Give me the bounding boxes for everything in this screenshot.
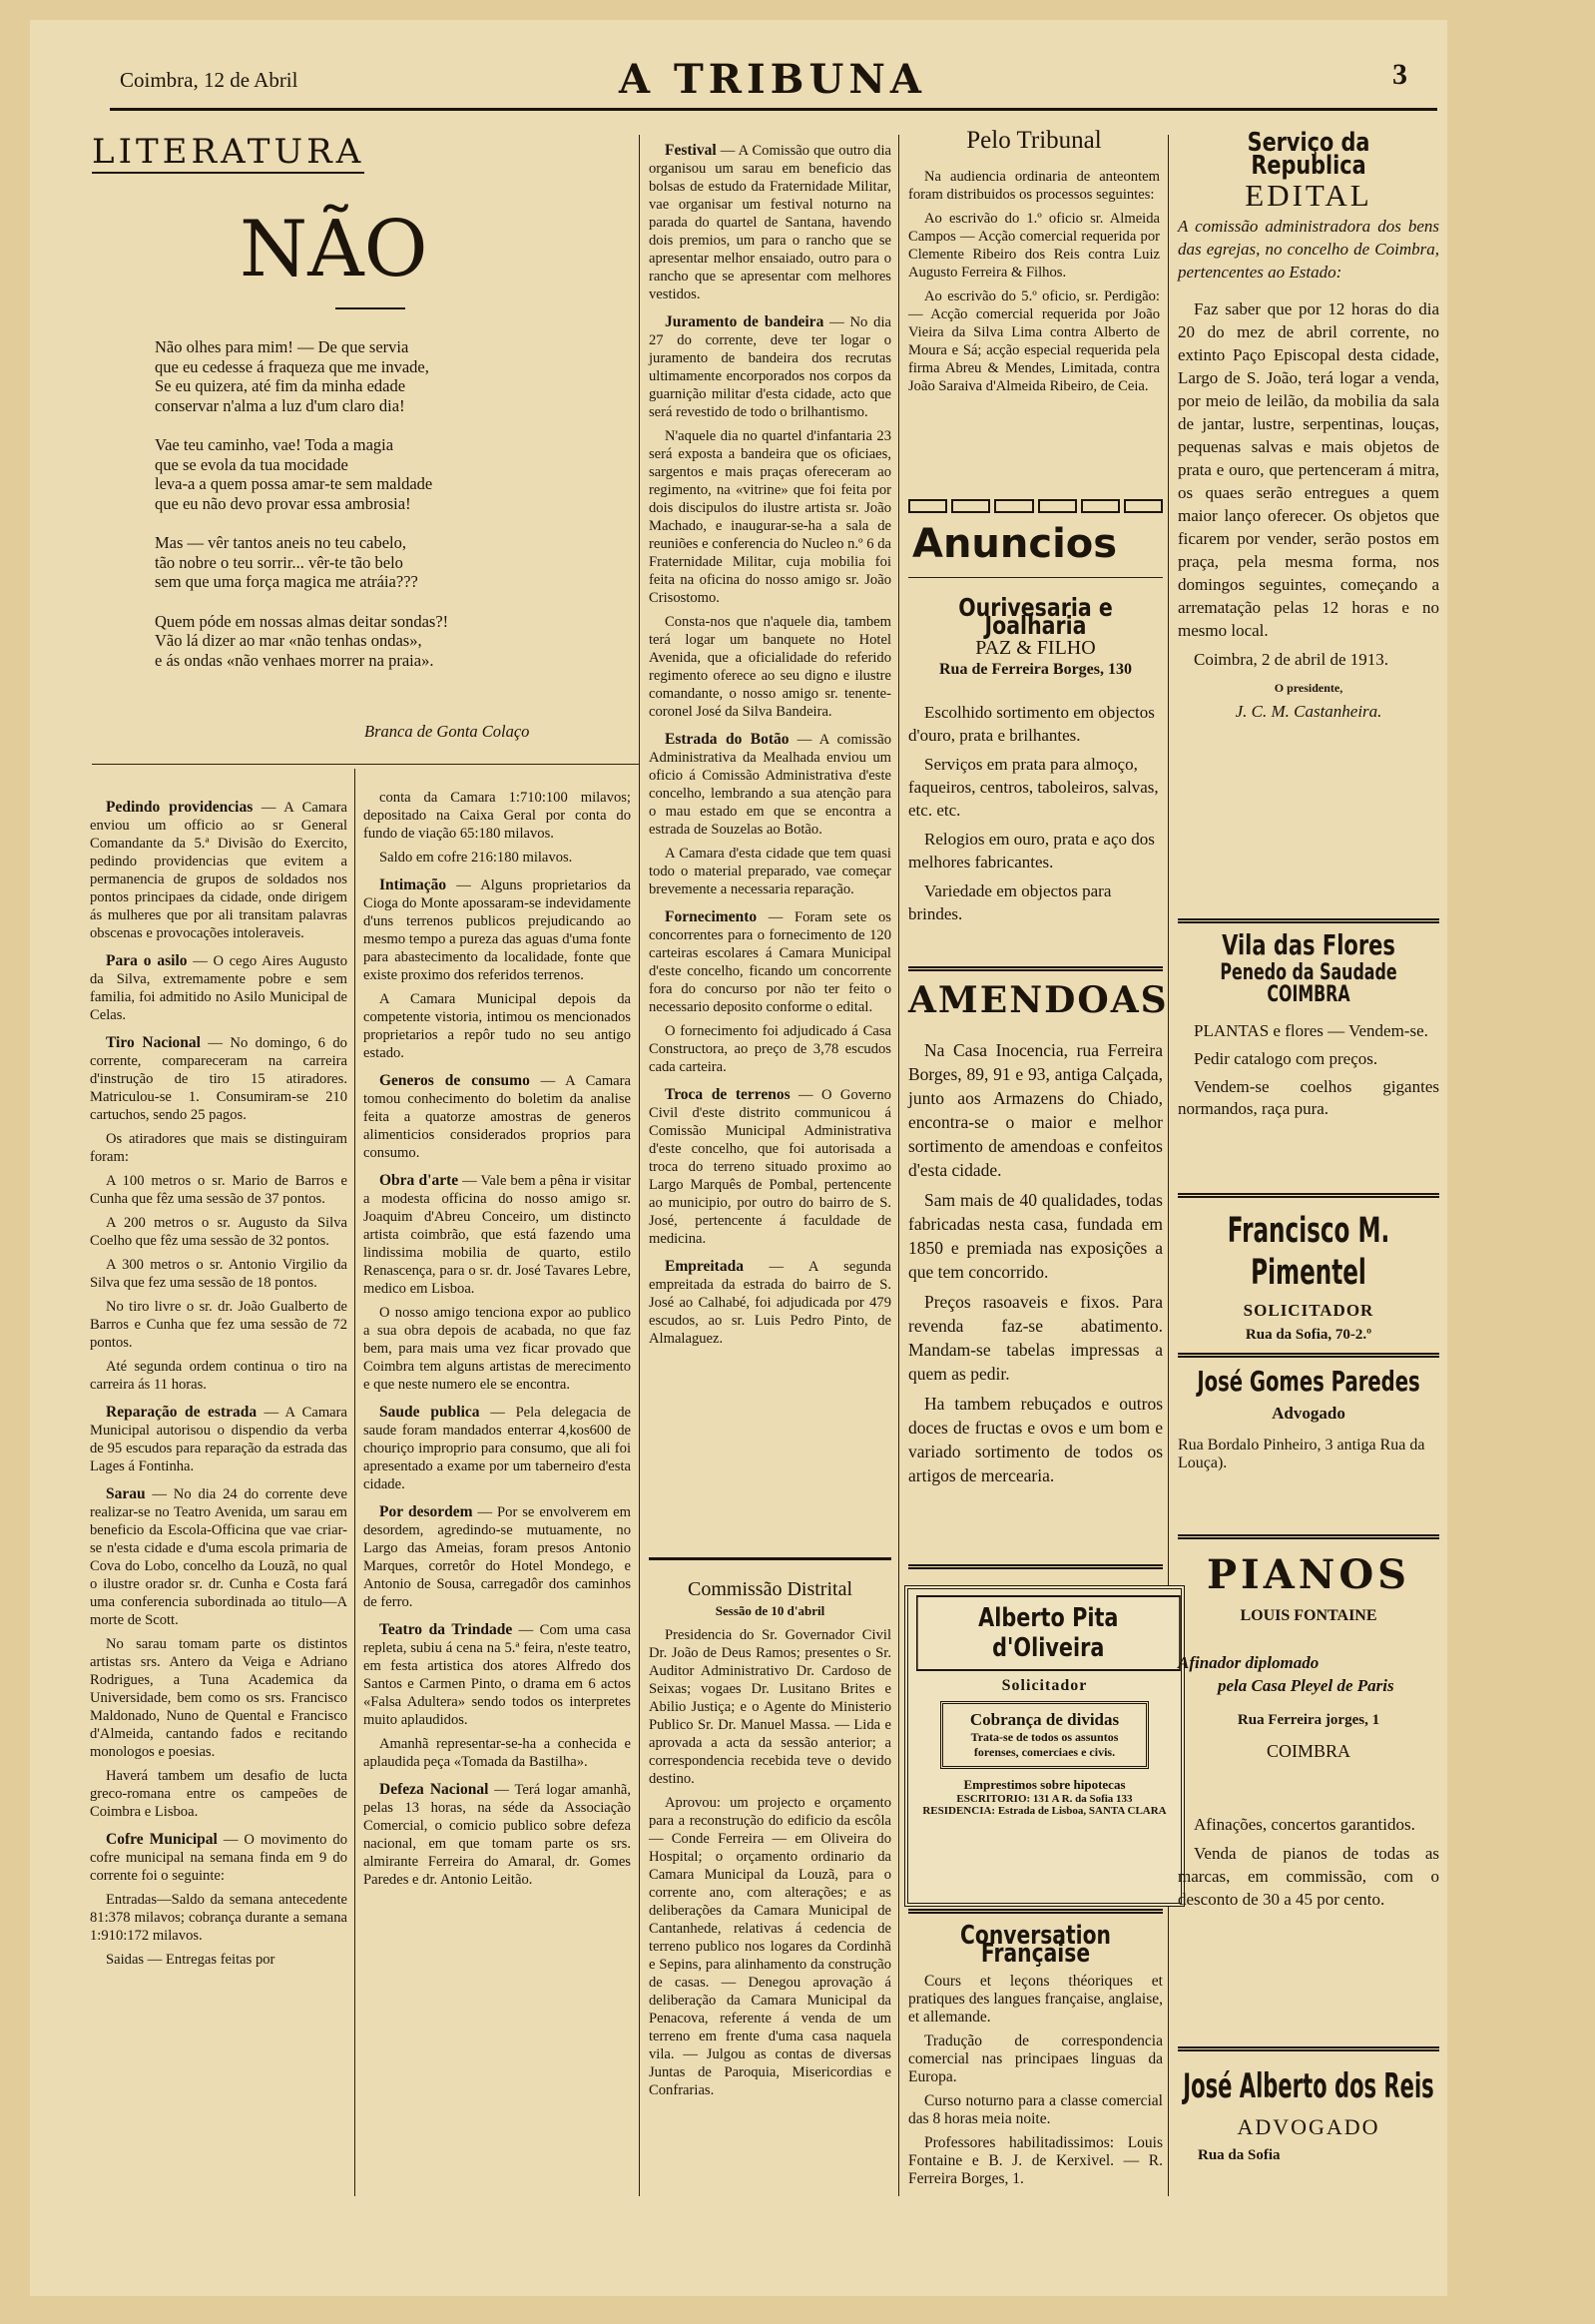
news-text: O nosso amigo tenciona expor ao publico a sua obra depois de acabada, no que faz bem, para mais uma vez ficar provado que Coimbra tem alguns artistas de merecimento e que neste numero ele se encontra.	[363, 1305, 631, 1393]
news-headline: Sarau	[106, 1485, 146, 1502]
poem-stanza	[155, 612, 624, 671]
news-headline: Teatro da Trindade	[379, 1621, 513, 1638]
edital-signature: J. C. M. Castanheira.	[1235, 702, 1382, 721]
news-text: — O Governo Civil d'este distrito communicou á Comissão Municipal Administrativa d'este concelho, que foi autorisada a troca do terreno situado proximo ao Largo Marquês de Pombal, pertencente ao municipio, por outro do bairro de S. José, pertencente á faculdade de medicina.	[649, 1087, 891, 1247]
news-text: — No domingo, 6 do corrente, compareceram na carreira d'instrução de tiro 15 atiradores. Matriculou-se 1. Consumiram-se 210 cartuchos, sendo 25 pagos.	[90, 1035, 347, 1123]
news-text: A Camara Municipal depois da competente vistoria, intimou os mencionados proprietarios a repôr tudo no seu antigo estado.	[363, 991, 631, 1061]
poem-line: e ás ondas «não venhaes morrer na praia».	[155, 650, 434, 670]
news-item	[363, 1735, 631, 1771]
poem-stanza	[155, 337, 624, 415]
news-item	[649, 1022, 891, 1076]
news-text: Consta-nos que n'aquele dia, tambem terá logar um banquete no Hotel Avenida, que a oficialidade do referido regimento oferece ao seu digno e ilustre comandante, o nosso amigo sr. tenente-coronel José da Silva Bandeira.	[649, 614, 891, 720]
news-item	[649, 1086, 891, 1248]
poem-line: sem que uma força magica me atráia???	[155, 572, 418, 591]
comissao-paragraph: Aprovou: um projecto e orçamento para a reconstrução do edificio da escôla — Conde Ferreira — em Oliveira do Hospital; o orçamento ordinario da Camara Municipal da Louzã, para o corrente ano, com alterações; e as deliberações da Camara Municipal de Cantanhede, relativas á cedencia de terreno publico nos logares da Cordinhã e Sepins, para alinhamento da construção de casas. — Denegou aprovação á deliberação da Camara Municipal da Penacova, referente á venda de um terreno em frente d'uma casa naquela vila. — Julgou as contas de diversas Juntas de Paroquia, Misericordias e Confrarias.	[649, 1795, 891, 2098]
news-item	[90, 799, 347, 942]
poem-line: Quem póde em nossas almas deitar sondas?!	[155, 611, 449, 631]
news-headline: Juramento de bandeira	[665, 313, 824, 330]
news-item	[90, 1034, 347, 1124]
news-headline: Obra d'arte	[379, 1172, 459, 1189]
section-divider	[92, 764, 639, 765]
news-text: — Foram sete os concorrentes para o fornecimento de 120 carteiras escolares á Camara Municipal d'este concelho, ficando um concorrente fora do concurso por não ter feito o necessario deposito conforme o edital.	[649, 909, 891, 1015]
tribunal-paragraph: Ao escrivão do 5.º oficio, sr. Perdigão: — Acção comercial requerida por João Vieira da Silva Lima contra Alberto de Moura e Sá; acção especial requerida pela firma Abreu & Mendes, Limitada, contra João Saraiva d'Almeida Ribeiro, de Ceia.	[908, 289, 1160, 394]
news-item	[363, 990, 631, 1062]
pianos-ad: PIANOS LOUIS FONTAINE Afinador diplomado pela Casa Pleyel de Paris Rua Ferreira jorges, 1 COIMBRA Afinações, concertos garantidos. Venda de pianos de todas as marcas, em commissão, com o desconto de 30 a 45 por cento.	[1178, 1551, 1439, 1909]
news-headline: Por desordem	[379, 1503, 473, 1520]
poem-line: Vão lá dizer ao mar «não tenhas ondas»,	[155, 631, 422, 650]
news-text: — Terá logar amanhã, pelas 13 horas, na séde da Associação Comercial, o comicio publico sobre defeza nacional, em que tomam parte os srs. almirante Ferreira do Amaral, dr. Gomes Paredes e dr. Antonio Leitão.	[363, 1782, 631, 1888]
news-text: — A Camara enviou um officio ao sr General Comandante da 5.ª Divisão do Exercito, pedindo providencias que evitem a permanencia de grupos de soldados nos pontos principaes da cidade, onde dirigem ás mulheres que por ali transitam palavras obscenas e provocações intoleraveis.	[90, 800, 347, 941]
news-column-3	[649, 132, 891, 1354]
news-item	[649, 613, 891, 721]
news-item	[90, 952, 347, 1024]
news-text: — Alguns proprietarios da Cioga do Monte apossaram-se indevidamente d'uns terrenos publicos prejudicando ao mesmo tempo a pureza das aguas d'uma fonte para abastecimento da localidade, fonte que existe proximo dos referidos terrenos.	[363, 877, 631, 983]
news-text: O fornecimento foi adjudicado á Casa Constructora, ao preço de 3,78 escudos cada carteira.	[649, 1023, 891, 1075]
news-item	[649, 427, 891, 607]
news-item	[363, 1172, 631, 1298]
news-item	[90, 1831, 347, 1885]
flores-subtitle: Penedo da Saudade COIMBRA	[1220, 960, 1397, 1007]
poem-line: que eu não devo provar essa ambrosia!	[155, 493, 411, 513]
ourivesaria-address: Rua de Ferreira Borges, 130	[939, 661, 1132, 678]
news-text: Entradas—Saldo da semana antecedente 81:378 milavos; cobrança durante a semana 1:910:172 milavos.	[90, 1892, 347, 1944]
news-item	[649, 1258, 891, 1348]
news-item	[90, 1130, 347, 1166]
poem	[155, 337, 624, 690]
news-headline: Festival	[665, 142, 717, 159]
news-headline: Tiro Nacional	[106, 1034, 201, 1051]
news-headline: Intimação	[379, 876, 447, 893]
tribunal-title: Pelo Tribunal	[966, 127, 1102, 154]
news-text: Amanhã representar-se-ha a conhecida e aplaudida peça «Tomada da Bastilha».	[363, 1736, 631, 1770]
news-item	[363, 1781, 631, 1889]
column-divider	[639, 135, 640, 2196]
news-text: — No dia 27 do corrente, deve ter logar o juramento de bandeira dos recrutas ultimamente encorporados nos corpos da guarnição militar d'esta cidade, acto que será revestido de todo o brilhantismo.	[649, 314, 891, 420]
masthead	[110, 56, 1437, 111]
news-text: — O cego Aires Augusto da Silva, extremamente pobre e sem familia, foi admitido no Asilo Municipal de Celas.	[90, 953, 347, 1023]
paredes-ad: José Gomes Paredes Advogado Rua Bordalo Pinheiro, 3 antiga Rua da Louça).	[1178, 1373, 1439, 1472]
news-headline: Saude publica	[379, 1404, 480, 1421]
poem-line: leva-a a quem possa amar-te sem maldade	[155, 474, 433, 493]
news-item	[649, 908, 891, 1016]
news-item	[90, 1767, 347, 1821]
news-text: — Com uma casa repleta, subiu á cena na 5.ª feira, n'este teatro, em festa artistica dos atores Alfredo dos Santos e Carmen Pinto, o drama em 6 actos «Falsa Adultera» sendo todos os interpretes muito aplaudidos.	[363, 1622, 632, 1728]
news-headline: Troca de terrenos	[665, 1086, 791, 1103]
news-text: Saidas — Entregas feitas por	[106, 1952, 275, 1968]
section-divider	[649, 1557, 891, 1560]
poem-line: que se evola da tua mocidade	[155, 454, 348, 474]
poem-author: Branca de Gonta Colaço	[364, 722, 530, 741]
comissao-paragraph: Presidencia do Sr. Governador Civil Dr. João de Deus Ramos; presentes o Sr. Auditor Administrativo Dr. Cardoso de Seixas; vogaes Dr. Lusitano Brites e Abilio Justiça; e o Agente do Ministerio Publico Sr. Dr. Manuel Massa. — Lida e aprovada a acta da sessão anterior; a correspondencia recebida teve o devido destino.	[649, 1627, 891, 1787]
poem-line: Não olhes para mim! — De que servia	[155, 337, 409, 356]
news-item	[363, 876, 631, 984]
news-item	[649, 313, 891, 421]
poem-line: que eu cedesse á fraqueza que me invade,	[155, 356, 429, 376]
tribunal-paragraph: Ao escrivão do 1.º oficio sr. Almeida Campos — Acção comercial requerida por Clemente Ribeiro dos Reis contra Luiz Augusto Ferreira & Filhos.	[908, 211, 1160, 281]
news-item	[90, 1172, 347, 1208]
news-text: — Por se envolverem em desordem, agredindo-se mutuamente, no Largo das Ameias, foram presos Antonio Marques, corretôr do Hotel Mondego, e Antonio de Sousa, carregadôr dos caminhos de ferro.	[363, 1504, 631, 1610]
news-text: A Camara d'esta cidade que tem quasi todo o material preparado, vae começar brevemente a necessaria reparação.	[649, 846, 891, 897]
news-text: conta da Camara 1:710:100 milavos; depositado na Caixa Geral por conta do fundo de viação 65:180 milavos.	[363, 790, 631, 842]
column-divider	[354, 769, 355, 2196]
anuncios-section	[908, 491, 1163, 578]
ourivesaria-name: Ourivesaria e Joalharia	[958, 593, 1113, 640]
news-item	[90, 1256, 347, 1292]
news-item	[649, 845, 891, 898]
ornament-bar	[908, 499, 1163, 513]
news-headline: Pedindo providencias	[106, 799, 254, 816]
header-place-date: Coimbra, 12 de Abril	[120, 68, 298, 92]
comissao-title: Commissão Distrital	[688, 1578, 852, 1600]
news-text: — No dia 24 do corrente deve realizar-se no Teatro Avenida, um sarau em beneficio da Escola-Officina que vae criar-se n'esta cidade e d'uma escola primaria de Cova do Lobo, concelho da Louzã, no qual o ilustre orador sr. dr. Cunha e Costa fará uma conferencia subordinada ao titulo—A morte de Scott.	[90, 1486, 347, 1628]
pita-card: Alberto Pita d'Oliveira Solicitador Cobrança de dividas Trata-se de todos os assuntos forenses, comerciaes e civis. Emprestimos sobre hipotecas ESCRITORIO: 131 A R. da Sofia 133 RESIDENCIA: Estrada de Lisboa, SANTA CLARA	[904, 1585, 1185, 1907]
title-rule	[335, 307, 405, 309]
conversation-ad: Conversation Française Cours et leçons théoriques et pratiques des langues française, anglaise, et allemande. Tradução de correspondencia comercial nas principaes linguas da Europa. Curso noturno para a classe comercial das 8 horas meia noite. Professores habilitadissimos: Louis Fontaine e B. J. de Kerxivel. — R. Ferreira Borges, 1.	[908, 1921, 1163, 2187]
poem-line: Vae teu caminho, vae! Toda a magia	[155, 435, 394, 454]
news-headline: Fornecimento	[665, 908, 758, 925]
poem-line: Mas — vêr tantos aneis no teu cabelo,	[155, 533, 407, 552]
news-headline: Empreitada	[665, 1258, 744, 1275]
news-text: — O movimento do cofre municipal na semana finda em 9 do corrente foi o seguinte:	[90, 1832, 347, 1884]
poem-line: Se eu quizera, até fim da minha edade	[155, 376, 406, 395]
pimentel-ad: Francisco M. Pimentel SOLICITADOR Rua da Sofia, 70-2.º	[1178, 1210, 1439, 1344]
news-item	[363, 789, 631, 843]
news-text: — A comissão Administrativa da Mealhada enviou um oficio á Comissão Administrativa d'este concelho, lembrando a sua atenção para o mau estado em que se encontra a estrada de Souzelas ao Botão.	[649, 732, 891, 838]
tribunal-paragraph: Na audiencia ordinaria de anteontem foram distribuidos os processos seguintes:	[908, 169, 1160, 203]
pimentel-name: Francisco M. Pimentel	[1227, 1211, 1390, 1293]
edital-title: EDITAL	[1245, 178, 1372, 213]
news-text: No sarau tomam parte os distintos artistas srs. Antero da Veiga e Adriano Rodrigues, a Tuna Academica da Universidade, bem como os srs. Francisco Maldonado, Nuno de Quental e Francisco d'Almeida, cantando fados e recitando monologos e poesias.	[90, 1636, 347, 1760]
news-item	[363, 849, 631, 867]
news-headline: Para o asilo	[106, 952, 188, 969]
news-item	[90, 1214, 347, 1250]
news-text: — Vale bem a pêna ir visitar a modesta officina do nosso amigo sr. Joaquim d'Abreu Conceiro, um distincto artista coimbrão, que está fazendo uma lindissima mobilia de quarto, estilo Renascença, para o sr. dr. José Tavares Lebre, medico em Lisboa.	[363, 1173, 631, 1297]
poem-line: tão nobre o teu sorrir... vêr-te tão belo	[155, 552, 403, 572]
ourivesaria-ad: Ourivesaria e Joalharia PAZ & FILHO Rua de Ferreira Borges, 130 Escolhido sortimento em objectos d'ouro, prata e brilhantes. Serviços em prata para almoço, faqueiros, centros, taboleiros, salvas, etc. etc. Relogios em ouro, prata e aço dos melhores fabricantes. Variedade em objectos para brindes.	[908, 599, 1163, 931]
pita-name: Alberto Pita d'Oliveira	[916, 1595, 1181, 1671]
news-column-1	[90, 789, 347, 1975]
poem-title: NÃO	[240, 205, 428, 294]
news-text: A 300 metros o sr. Antonio Virgilio da Silva que fez uma sessão de 18 pontos.	[90, 1257, 347, 1291]
news-item	[363, 1304, 631, 1394]
news-item	[363, 1404, 631, 1493]
news-item	[363, 1503, 631, 1611]
news-headline: Estrada do Botão	[665, 731, 790, 748]
news-headline: Reparação de estrada	[106, 1404, 258, 1421]
news-item	[90, 1404, 347, 1475]
edital-heading: Serviço da Republica	[1247, 128, 1370, 181]
news-text: — Pela delegacia de saude foram mandados enterrar 4,kos600 de chouriço improprio para consumo, que ali foi apresentado a exame por um taberneiro d'esta cidade.	[363, 1405, 631, 1492]
ourivesaria-firm: PAZ & FILHO	[975, 637, 1096, 659]
poem-stanza	[155, 533, 624, 592]
edital: Serviço da Republica EDITAL A comissão administradora dos bens das egrejas, no concelho de Coimbra, pertencentes ao Estado: Faz saber que por 12 horas do dia 20 do mez de abril corrente, no extinto Paço Episcopal desta cidade, Largo de S. João, terá logar a venda, por meio de leilão, da mobilia da sala de jantar, lustre, serpentinas, louças, pequenas salvas e mais objetos de prata e ouro, que pertenceram á mitra, os quaes serão entregues a quem maior lanço oferecer. Os objetos que ficarem por vender, serão postos em praça, pela mesma forma, nos domingos seguintes, começando a arrematação pelas 12 horas e no mesmo local. Coimbra, 2 de abril de 1913. O presidente, J. C. M. Castanheira.	[1178, 128, 1439, 721]
flores-title: Vila das Flores	[1222, 928, 1395, 961]
reis-ad: José Alberto dos Reis ADVOGADO Rua da Sofia	[1178, 2066, 1439, 2164]
news-item	[649, 142, 891, 303]
news-item	[363, 1621, 631, 1729]
poem-stanza	[155, 435, 624, 513]
news-item	[90, 1891, 347, 1945]
comissao-subtitle: Sessão de 10 d'abril	[715, 1603, 825, 1618]
news-item	[90, 1298, 347, 1352]
poem-line: conservar n'alma a luz d'um claro dia!	[155, 395, 405, 415]
anuncios-title: Anuncios	[912, 521, 1118, 567]
pianos-title: PIANOS	[1206, 1551, 1411, 1598]
pelo-tribunal	[908, 127, 1160, 401]
news-item	[649, 731, 891, 839]
news-item	[90, 1358, 347, 1394]
column-divider	[898, 135, 899, 2196]
pita-role: Solicitador	[1001, 1677, 1088, 1694]
newspaper-title: A TRIBUNA	[619, 56, 926, 103]
news-text: Até segunda ordem continua o tiro na carreira ás 11 horas.	[90, 1359, 347, 1393]
news-text: No tiro livre o sr. dr. João Gualberto de Barros e Cunha que fez uma sessão de 72 pontos.	[90, 1299, 347, 1351]
comissao-distrital	[649, 1580, 891, 2105]
literatura-section-title: LITERATURA	[92, 132, 365, 172]
news-text: A 100 metros o sr. Mario de Barros e Cunha que fêz uma sessão de 37 pontos.	[90, 1173, 347, 1207]
news-text: — A Camara Municipal autorisou o dispendio da verba de 95 escudos para reparação da estrada das Lages á Fontinha.	[90, 1405, 347, 1474]
vila-flores-ad: Vila das Flores Penedo da Saudade COIMBRA PLANTAS e flores — Vendem-se. Pedir catalogo com preços. Vendem-se coelhos gigantes normandos, raça pura.	[1178, 928, 1439, 1118]
amendoas-ad: AMENDOAS Na Casa Inocencia, rua Ferreira Borges, 89, 91 e 93, antiga Calçada, junto aos Armazens do Chiado, encontra-se o maior e melhor sortimento de amendoas e confeitos d'esta cidade. Sam mais de 40 qualidades, todas fabricadas nesta casa, fundada em 1850 e premiada nas exposições a que tem concorrido. Preços rasoaveis e fixos. Para revenda faz-se abatimento. Mandam-se tabelas impressas a quem as pedir. Ha tambem rebuçados e outros doces de fructas e ovos e um bom e variado sortimento de todos os artigos de mercearia.	[908, 979, 1169, 1485]
reis-name: José Alberto dos Reis	[1183, 2066, 1434, 2106]
news-headline: Generos de consumo	[379, 1072, 530, 1089]
news-column-2	[363, 789, 631, 1895]
news-text: Haverá tambem um desafio de lucta greco-romana entre os campeões de Coimbra e Lisboa.	[90, 1768, 347, 1820]
conversation-title: Conversation Française	[959, 1921, 1112, 1969]
news-text: A 200 metros o sr. Augusto da Silva Coelho que fêz uma sessão de 32 pontos.	[90, 1215, 347, 1249]
news-item	[90, 1635, 347, 1761]
news-text: — A segunda empreitada da estrada do bairro de S. José ao Calhabé, foi adjudicada por 479 escudos, ao sr. Luis Pedro Pinto, de Almalaguez.	[649, 1259, 891, 1347]
news-text: N'aquele dia no quartel d'infantaria 23 será exposta a bandeira que os oficiaes, sargentos e mais praças ofereceram ao regimento, na «vitrine» que foi feita por dois discipulos do ilustre artista sr. João Machado, e inaugurar-se-ha a sala de reuniões e conferencia do Nucleo n.º 6 da Fraternidade Militar, cuja mobilia foi feita na oficina do nosso amigo sr. João Crisostomo.	[649, 428, 891, 606]
amendoas-title: AMENDOAS	[908, 979, 1169, 1021]
news-headline: Cofre Municipal	[106, 1831, 218, 1848]
pita-service-box: Cobrança de dividas Trata-se de todos os assuntos forenses, comerciaes e civis.	[940, 1701, 1149, 1769]
paredes-name: José Gomes Paredes	[1197, 1365, 1420, 1398]
news-item	[90, 1951, 347, 1969]
page-number: 3	[1392, 58, 1407, 91]
news-item	[90, 1485, 347, 1629]
news-text: — A Comissão que outro dia organisou um sarau em beneficio das bolsas de estudo da Fraternidade Militar, vae organisar um festival noturno na parada do quartel de Santana, havendo dois premios, um para o rancho que se apresentar melhor ensaiado, outro para o rancho que se apresentar com melhores vestidos.	[649, 143, 891, 302]
news-text: Saldo em cofre 216:180 milavos.	[379, 850, 573, 866]
news-text: Os atiradores que mais se distinguiram foram:	[90, 1131, 347, 1165]
news-headline: Defeza Nacional	[379, 1781, 489, 1798]
news-text: — A Camara tomou conhecimento do boletim da analise feita a quatorze amostras de generos alimenticios considerados proprios para consumo.	[363, 1073, 631, 1161]
news-item	[363, 1072, 631, 1162]
